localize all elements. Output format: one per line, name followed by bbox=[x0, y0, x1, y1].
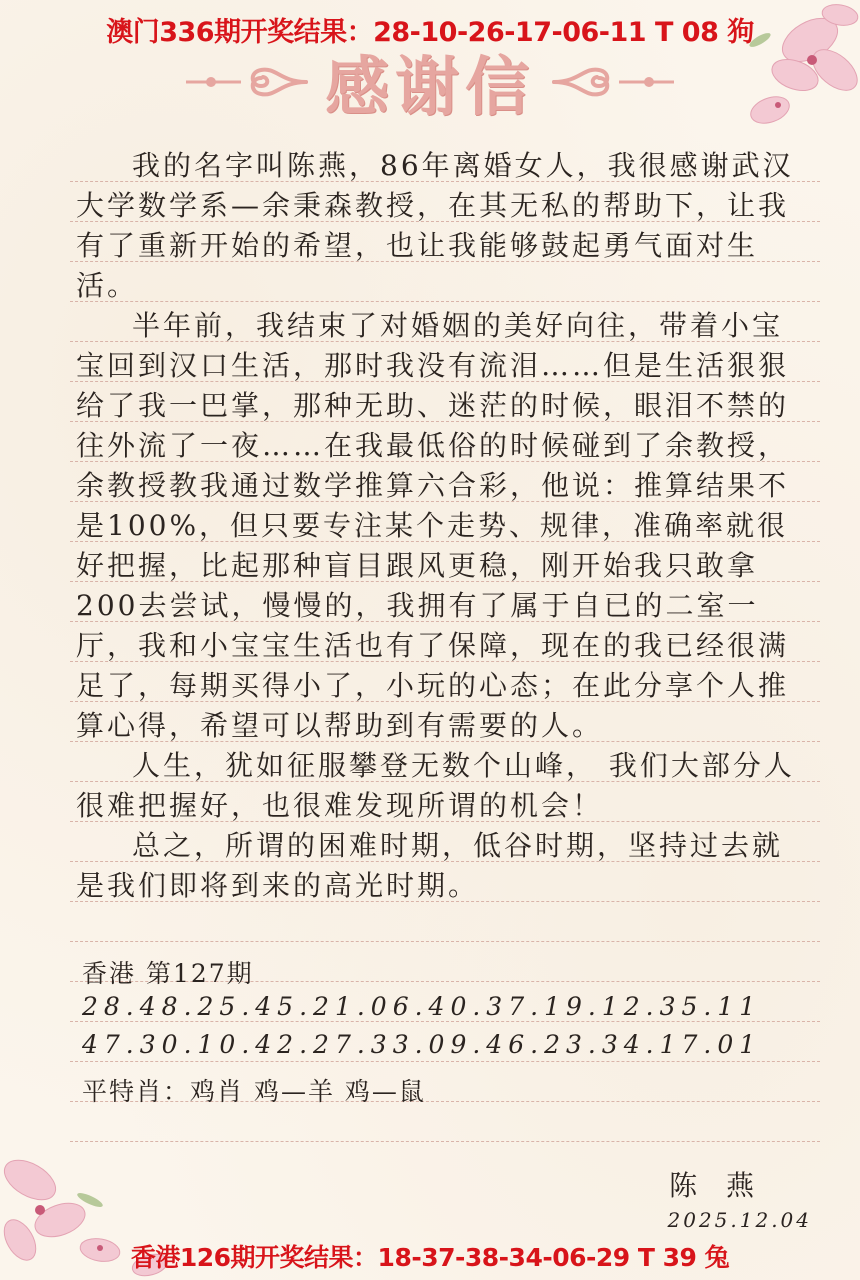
special-zodiac-tip: 平特肖：鸡肖 鸡—羊 鸡—鼠 bbox=[82, 1077, 426, 1106]
signature-date: 2025.12.04 bbox=[667, 1208, 812, 1232]
hongkong-numbers-line-2: 47.30.10.42.27.33.09.46.23.34.17.01 bbox=[82, 1030, 762, 1059]
letter-paragraph: 我的名字叫陈燕，86年离婚女人，我很感谢武汉大学数学系—余秉森教授，在其无私的帮助下，让我有了重新开始的希望，也让我能够鼓起勇气面对生活。 bbox=[76, 149, 794, 302]
rule-line bbox=[70, 1021, 820, 1022]
title-row bbox=[0, 44, 860, 125]
rule-line bbox=[70, 1141, 820, 1142]
ornament-left-icon bbox=[181, 62, 311, 102]
signature-name: 陈 燕 bbox=[669, 1169, 764, 1202]
hongkong-period-title: 香港 第127期 bbox=[82, 959, 254, 988]
ornament-right-icon bbox=[549, 62, 679, 102]
rule-line bbox=[70, 1061, 820, 1062]
page-title: 感谢信 bbox=[325, 51, 535, 125]
hongkong-result-banner: 香港126期开奖结果：18-37-38-34-06-29 T 39 兔 bbox=[130, 1243, 730, 1272]
letter-paragraph: 半年前，我结束了对婚姻的美好向往，带着小宝宝回到汉口生活，那时我没有流泪……但是生活狠狠给了我一巴掌，那种无助、迷茫的时候，眼泪不禁的往外流了一夜……在我最低俗的时候碰到了余教授，余教授教我通过数学推算六合彩，他说：推算结果不是100%，但只要专注某个走势、规律，准确率就很好把握，比起那种盲目跟风更稳，刚开始我只敢拿200去尝试，慢慢的，我拥有了属于自已的二室一厅，我和小宝宝生活也有了保障，现在的我已经很满足了，每期买得小了，小玩的心态；在此分享个人推算心得，希望可以帮助到有需要的人。 bbox=[76, 309, 790, 742]
letter-body bbox=[76, 146, 796, 906]
letter-paragraph: 总之，所谓的困难时期，低谷时期，坚持过去就是我们即将到来的高光时期。 bbox=[76, 829, 784, 902]
rule-line bbox=[70, 941, 820, 942]
macau-result-banner: 澳门336期开奖结果：28-10-26-17-06-11 T 08 狗 bbox=[106, 17, 754, 48]
hongkong-numbers-line-1: 28.48.25.45.21.06.40.37.19.12.35.11 bbox=[82, 992, 762, 1021]
letter-paragraph: 人生，犹如征服攀登无数个山峰， 我们大部分人很难把握好，也很难发现所谓的机会！ bbox=[76, 749, 795, 822]
